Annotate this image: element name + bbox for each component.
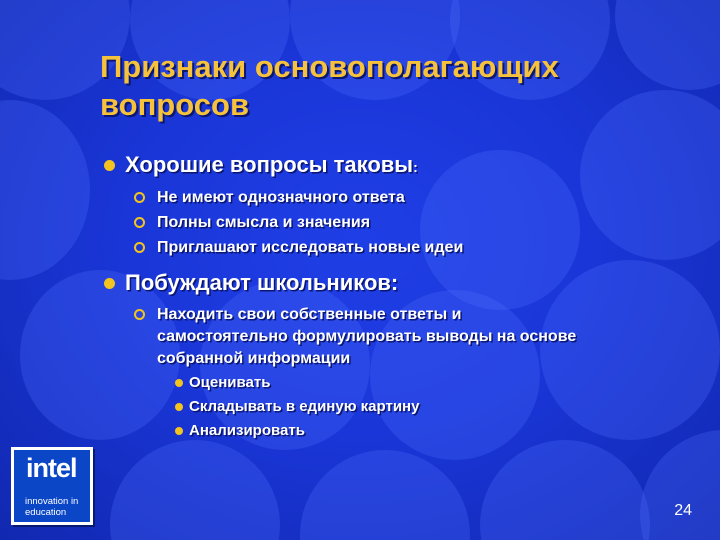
bullet-dot-icon [104, 160, 115, 171]
bullet-dot-icon [175, 427, 183, 435]
bg-circle [110, 440, 280, 540]
logo-tagline [25, 496, 78, 518]
bullet-dot-icon [175, 379, 183, 387]
subsub-bullet-item [175, 373, 270, 393]
subsub-bullet-item [175, 421, 305, 441]
logo-tagline-line: education [25, 507, 67, 518]
subsub-bullet-text: Оценивать [189, 374, 271, 391]
subsub-bullet-text: Складывать в единую картину [189, 398, 420, 415]
sub-bullet-line: Находить свои собственные ответы и [157, 306, 462, 323]
bullet-item [104, 152, 418, 180]
sub-bullet-item [134, 237, 463, 259]
bullet-suffix: : [413, 159, 418, 175]
bullet-label: Хорошие вопросы таковы [125, 152, 414, 177]
subsub-bullet-text: Анализировать [189, 422, 305, 439]
sub-bullet-item [134, 187, 405, 209]
sub-bullet-text: Полны смысла и значения [157, 214, 371, 231]
bullet-text: Побуждают школьников: [125, 270, 399, 295]
page-number: 24 [674, 502, 692, 519]
sub-bullet-item [134, 212, 370, 234]
ring-bullet-icon [134, 309, 145, 320]
sub-bullet-text [157, 304, 576, 370]
subsub-bullet-item [175, 397, 419, 417]
bullet-text [125, 152, 418, 180]
bullet-item [104, 270, 398, 296]
bullet-dot-icon [175, 403, 183, 411]
intel-logo [11, 447, 93, 525]
logo-brand: intel [26, 453, 77, 483]
sub-bullet-text: Приглашают исследовать новые идеи [157, 239, 464, 256]
ring-bullet-icon [134, 242, 145, 253]
sub-bullet-text: Не имеют однозначного ответа [157, 189, 405, 206]
bullet-dot-icon [104, 278, 115, 289]
ring-bullet-icon [134, 217, 145, 228]
slide-title: Признаки основополагающих вопросов [100, 49, 559, 122]
bg-circle [420, 150, 580, 310]
bg-circle [300, 450, 470, 540]
bg-circle [640, 430, 720, 540]
sub-bullet-line: собранной информации [157, 350, 351, 367]
bg-circle [480, 440, 650, 540]
logo-tagline-line: innovation in [25, 496, 79, 507]
sub-bullet-line: самостоятельно формулировать выводы на основе [157, 328, 577, 345]
sub-bullet-item [134, 304, 576, 370]
ring-bullet-icon [134, 192, 145, 203]
bg-circle [0, 100, 90, 280]
